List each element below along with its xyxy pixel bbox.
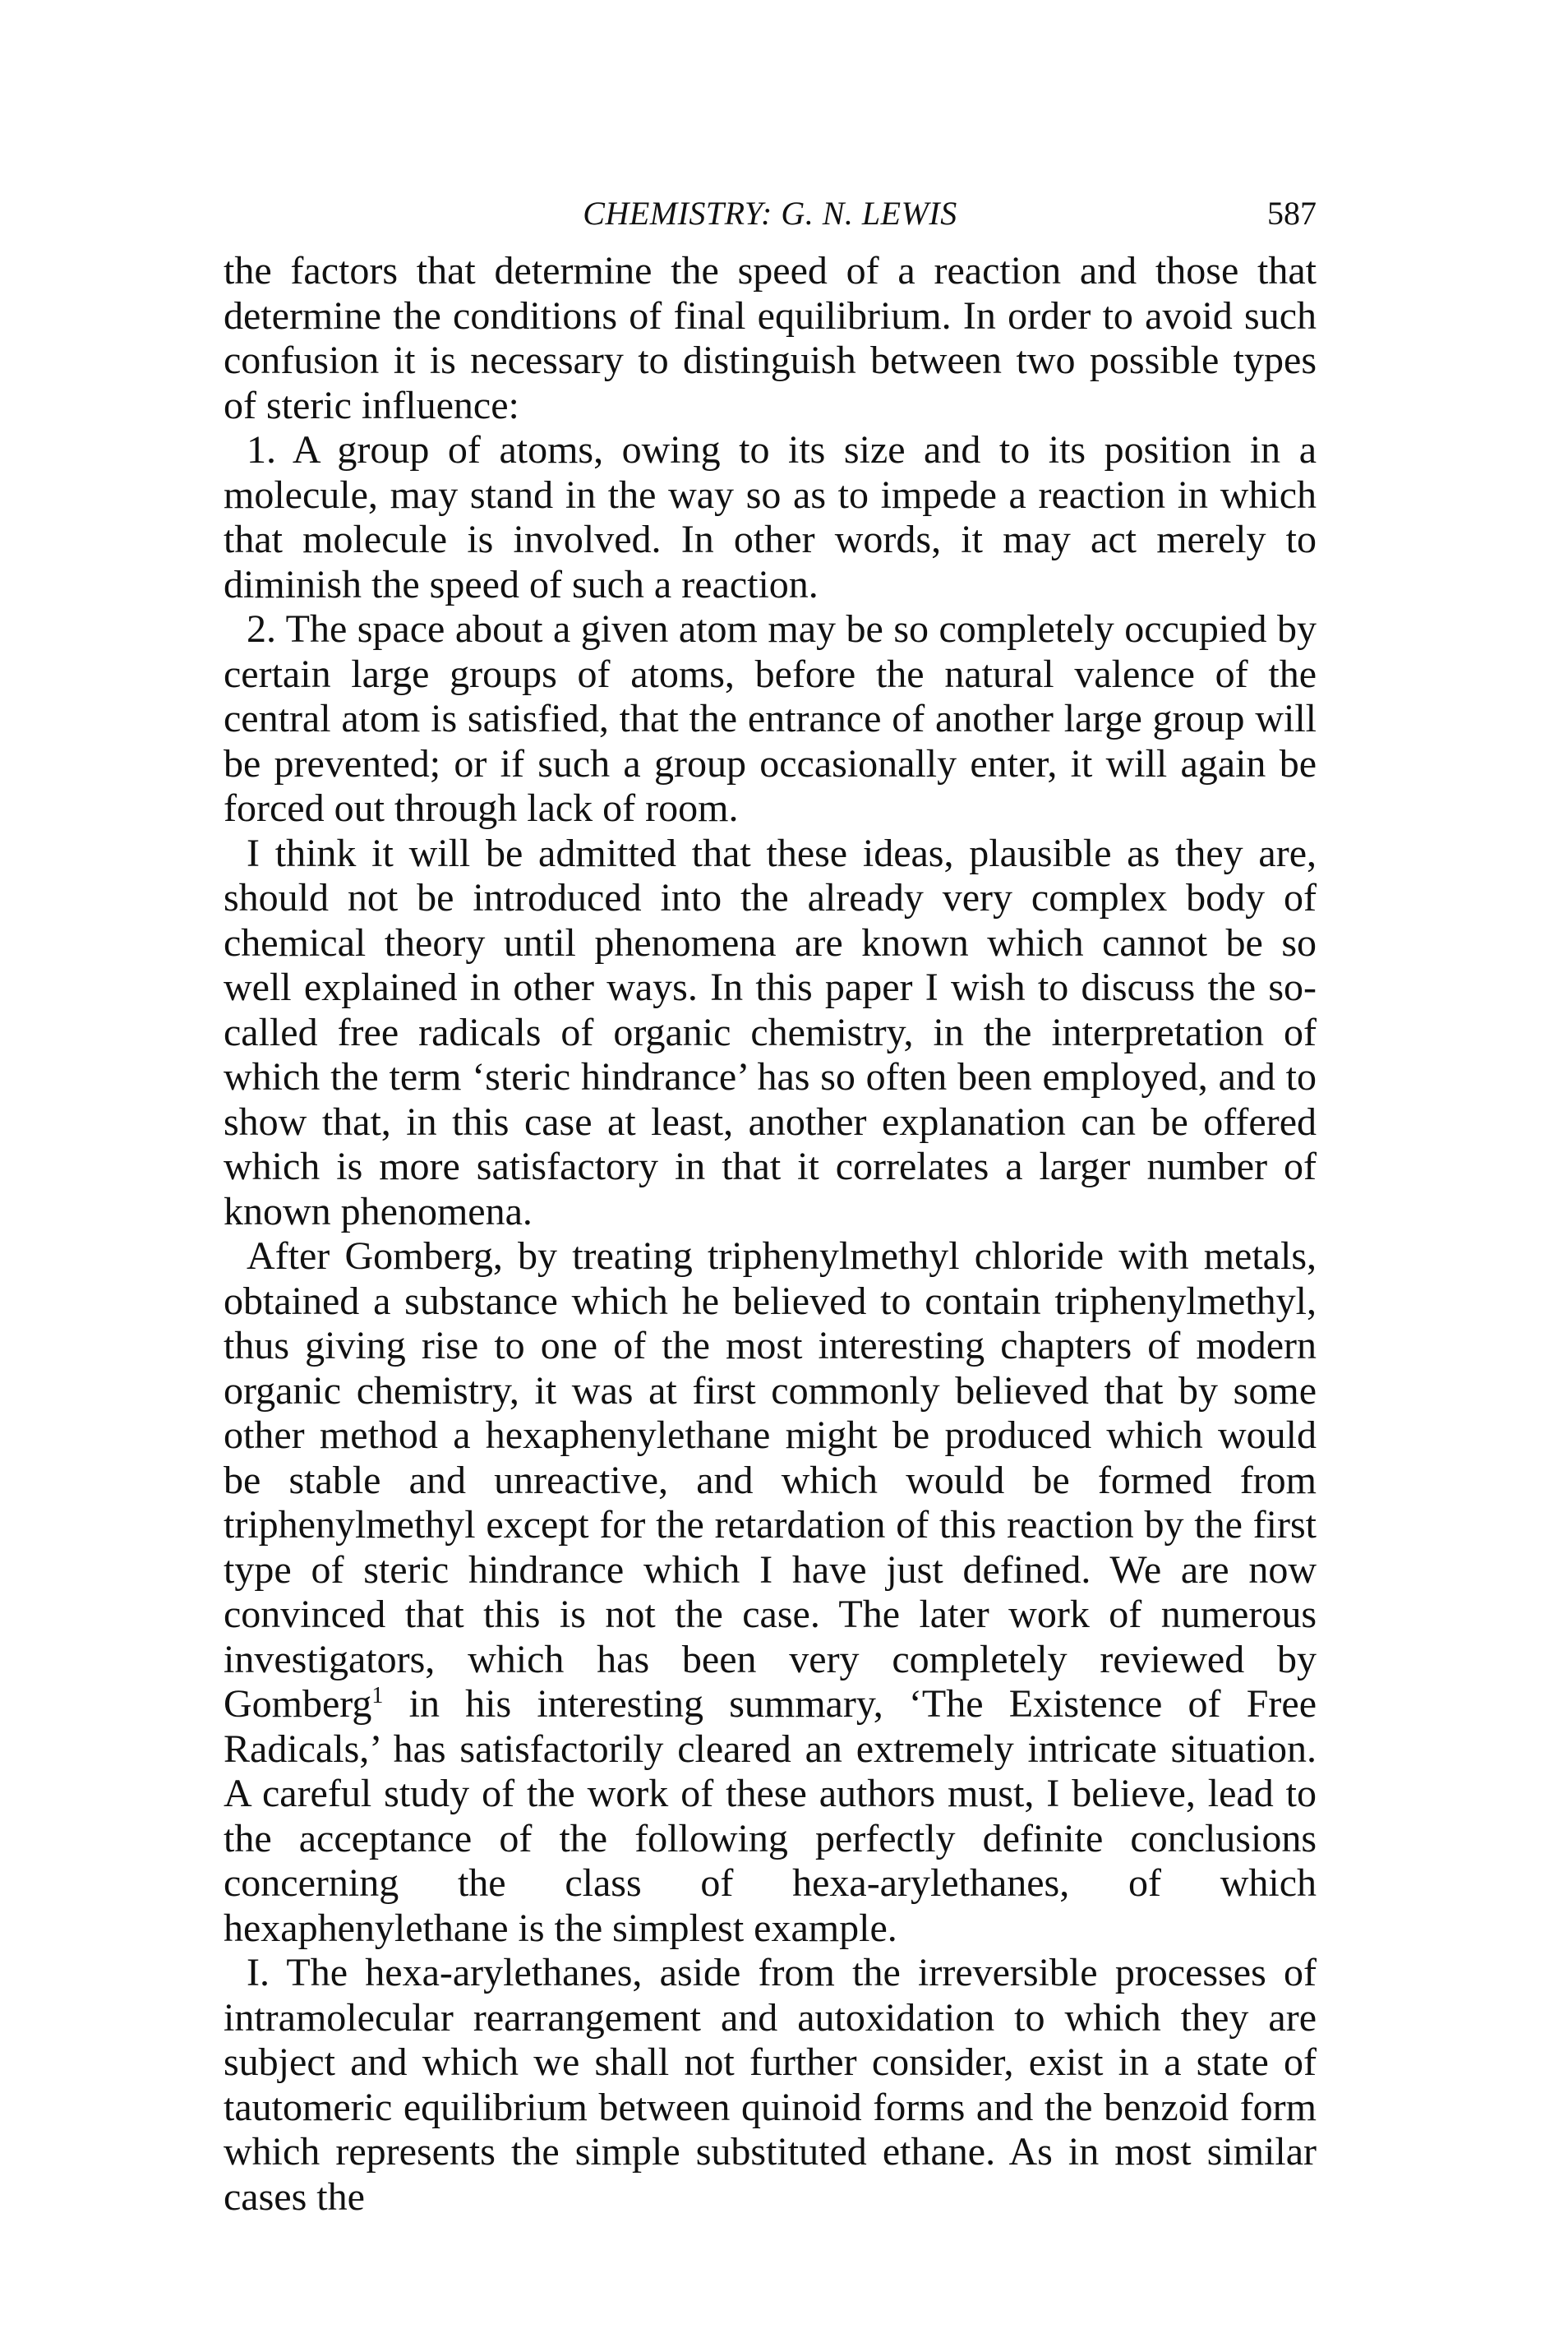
paragraph-gomberg xyxy=(224,1234,1317,1951)
body-text xyxy=(224,249,1317,2220)
paragraph-steric-type-2: 2. The space about a given atom may be so completely occupied by certain large groups of atoms, before the natural valence of the central atom is satisfied, that the entrance of another large group will be prevented; or if such a group occasionally enter, it will again be forced out through lack of room. xyxy=(224,607,1317,830)
running-head xyxy=(224,187,1317,240)
page-number: 587 xyxy=(1267,195,1317,232)
footnote-reference: 1 xyxy=(371,1683,384,1708)
paragraph-steric-hindrance: I think it will be admitted that these ideas, plausible as they are, should not be introduced into the already very complex body of chemical theory until phenomena are known which cannot be so well explained in other ways. In this paper I wish to discuss the so-called free radicals of organic chemistry, in the interpretation of which the term ‘steric hindrance’ has so often been employed, and to show that, in this case at least, another explanation can be offered which is more satisfactory in that it correlates a larger number of known phenomena. xyxy=(224,831,1317,1233)
paragraph-continuation: the factors that determine the speed of a reaction and those that determine the conditions of final equilibrium. In order to avoid such confusion it is necessary to distinguish between two possible types of steric influence: xyxy=(224,249,1317,427)
paragraph-gomberg-text-b: in his interesting summary, ‘The Existence of Free Radicals,’ has satisfactorily cleared an extremely intricate situation. A careful study of the work of these authors must, I believe, lead to the acceptance of the following perfectly definite conclusions concerning the class of hexa-arylethanes, of which hexaphenylethane is the simplest example. xyxy=(224,1682,1317,1950)
running-title: CHEMISTRY: G. N. LEWIS xyxy=(583,195,957,232)
paragraph-steric-type-1: 1. A group of atoms, owing to its size and to its position in a molecule, may stand in the way so as to impede a reaction in which that molecule is involved. In other words, it may act merely to diminish the speed of such a reaction. xyxy=(224,428,1317,606)
paragraph-conclusion-1: I. The hexa-arylethanes, aside from the irreversible processes of intramolecular rearrangement and autoxidation to which they are subject and which we shall not further consider, exist in a state of tautomeric equilibrium between quinoid forms and the benzoid form which represents the simple substituted ethane. As in most similar cases the xyxy=(224,1951,1317,2219)
paragraph-gomberg-text-a: After Gomberg, by treating triphenylmethyl chloride with metals, obtained a substance which he believed to contain triphenylmethyl, thus giving rise to one of the most interesting chapters of modern organic chemistry, it was at first commonly believed that by some other method a hexaphenylethane might be produced which would be stable and unreactive, and which would be formed from triphenylmethyl except for the retardation of this reaction by the first type of steric hindrance which I have just defined. We are now convinced that this is not the case. The later work of numerous investigators, which has been very completely reviewed by Gomberg xyxy=(224,1234,1317,1726)
